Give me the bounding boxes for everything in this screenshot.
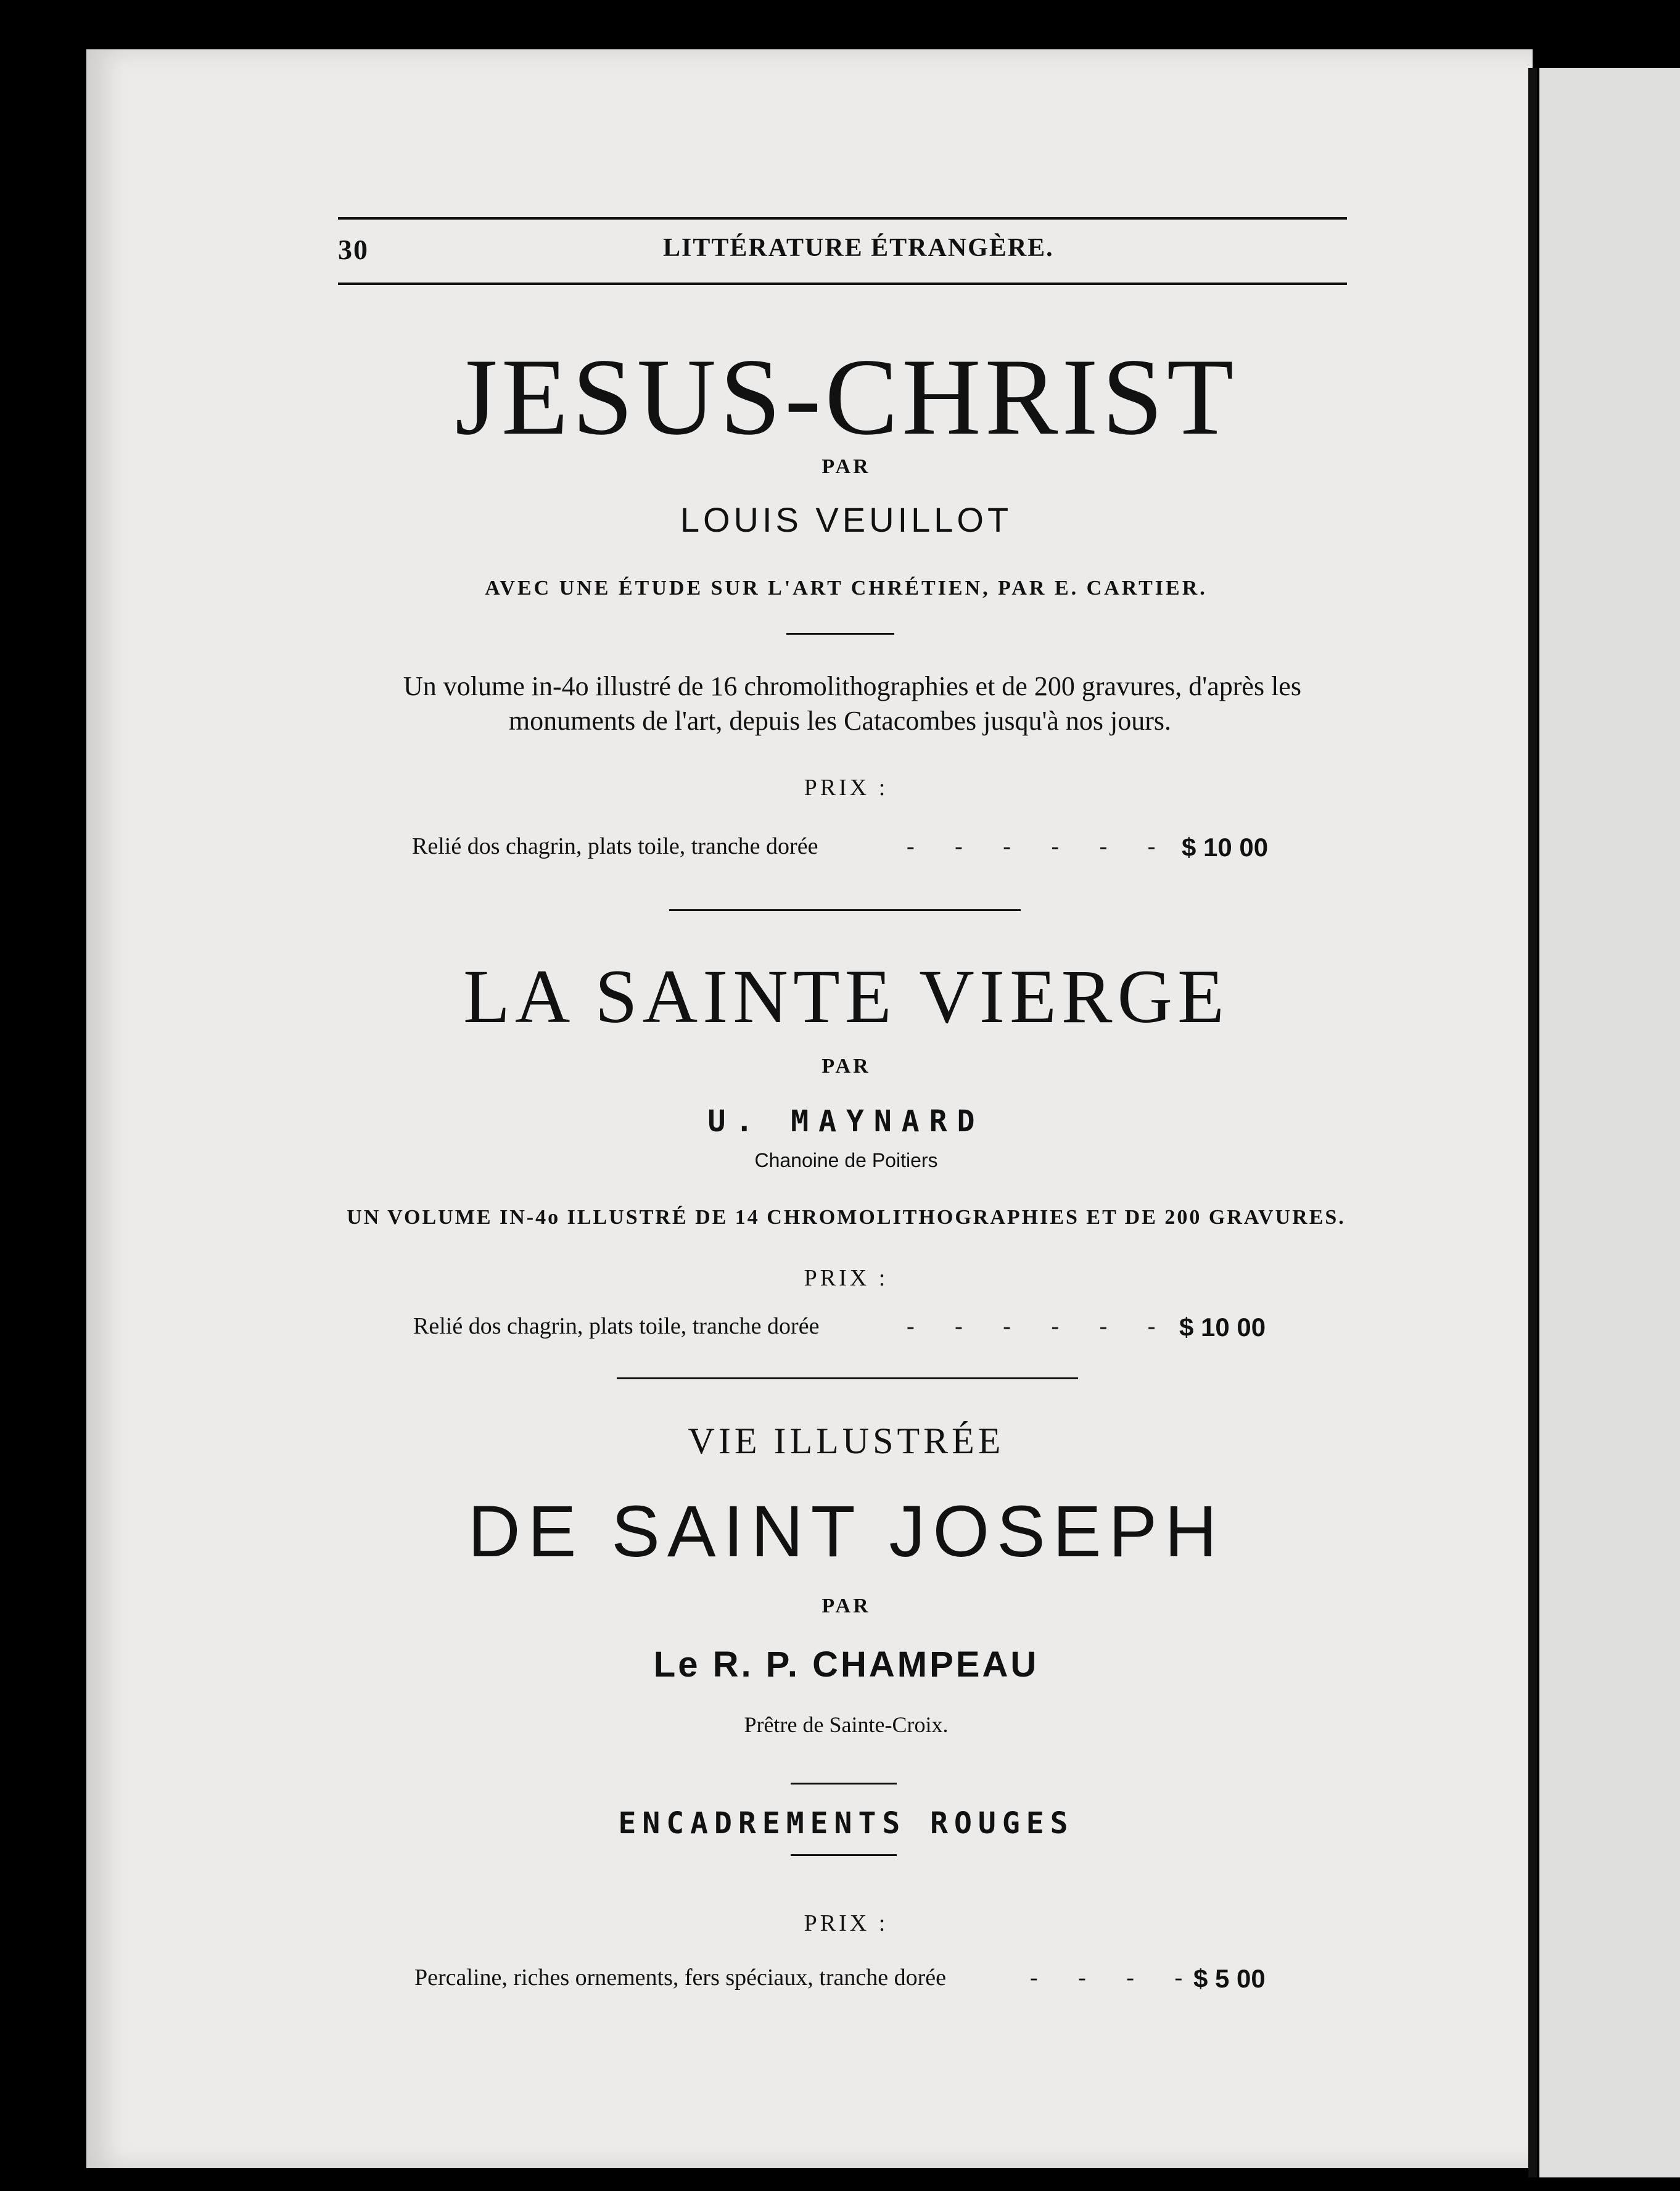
book3-title: DE SAINT JOSEPH [467, 1491, 1225, 1572]
book3-author-role: Prêtre de Sainte-Croix. [744, 1712, 949, 1737]
book1-prix-label: PRIX : [804, 775, 889, 801]
book2-divider [617, 1377, 1078, 1379]
book3-prix-label: PRIX : [804, 1910, 889, 1936]
book3-binding: Percaline, riches ornements, fers spéciaux, tranche dorée [414, 1965, 946, 1991]
book2-par: PAR [821, 1055, 871, 1078]
book2-author: U. MAYNARD [707, 1104, 985, 1139]
book1-price: $ 10 00 [1182, 833, 1269, 862]
book1-divider [669, 909, 1021, 911]
header-rule-top [338, 217, 1347, 220]
book3-par: PAR [821, 1595, 871, 1617]
book2-author-role: Chanoine de Poitiers [754, 1149, 938, 1171]
book1-subtitle: AVEC UNE ÉTUDE SUR L'ART CHRÉTIEN, PAR E. CARTIER. [485, 577, 1208, 600]
book1-binding: Relié dos chagrin, plats toile, tranche dorée [412, 833, 818, 859]
book3-short-rule-bottom [791, 1854, 897, 1856]
book2-binding: Relié dos chagrin, plats toile, tranche dorée [413, 1313, 820, 1339]
book3-price: $ 5 00 [1193, 1964, 1266, 1993]
book2-price: $ 10 00 [1179, 1313, 1266, 1342]
book3-short-rule-top [791, 1783, 897, 1785]
book2-title: LA SAINTE VIERGE [463, 954, 1229, 1039]
book2-description: UN VOLUME IN-4o ILLUSTRÉ DE 14 CHROMOLITHOGRAPHIES ET DE 200 GRAVURES. [347, 1206, 1346, 1229]
book1-title: JESUS-CHRIST [455, 336, 1238, 458]
header-rule-bottom [338, 283, 1347, 285]
book1-leader: - - - - - - [907, 833, 1173, 859]
book1-author: LOUIS VEUILLOT [680, 500, 1013, 539]
book1-par: PAR [821, 455, 871, 478]
book2-leader: - - - - - - [907, 1313, 1173, 1339]
book1-description-line1: Un volume in-4o illustré de 16 chromolithographies et de 200 gravures, d'après les [403, 671, 1301, 701]
book1-description-line2: monuments de l'art, depuis les Catacombes jusqu'à nos jours. [508, 706, 1172, 736]
book2-prix-label: PRIX : [804, 1265, 889, 1291]
book3-pre-title: VIE ILLUSTRÉE [688, 1421, 1005, 1461]
book3-leader: - - - - [1030, 1965, 1200, 1991]
running-title: LITTÉRATURE ÉTRANGÈRE. [663, 234, 1054, 262]
book3-feature: ENCADREMENTS ROUGES [618, 1806, 1074, 1841]
page-number: 30 [338, 234, 369, 265]
book1-short-rule [786, 633, 894, 635]
book3-author: Le R. P. CHAMPEAU [653, 1644, 1039, 1685]
